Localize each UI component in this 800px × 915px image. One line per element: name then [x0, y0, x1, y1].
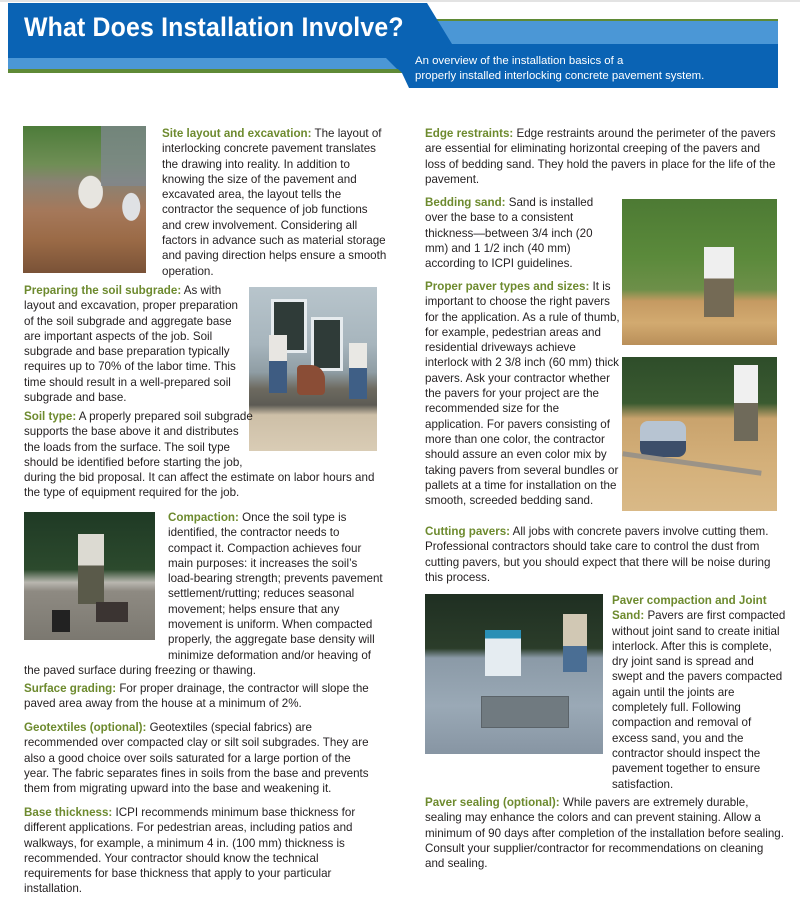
photo-bedding-sand	[622, 199, 777, 345]
section-body: For proper drainage, the contractor will slope the paved area away from the house at a minimum of 2%.	[24, 682, 369, 711]
photo-excavation-building	[101, 126, 146, 186]
section-body: The layout of interlocking concrete pavement translates the drawing into reality. In addition to knowing the size of the pavement and excavated area, the layout tells the contractor the sequence of job functions and crew involvement. Considering all factors in advance such as material storage and paving direction helps ensure a smooth operation.	[162, 127, 387, 278]
section-body: A properly prepared soil subgrade supports the base above it and distributes the loads from the surface. The soil type should be identified before starting the job, during the bid proposal. It can affect the estimate on labor hours and the type of equipment required for the job.	[24, 410, 375, 500]
photo-subgrade-wheelbarrow	[297, 365, 325, 395]
section-surface-grading	[24, 681, 379, 712]
photo-paver-cart-worker	[485, 630, 521, 676]
section-body: It is important to choose the right pavers for the application. As a rule of thumb, for example, pedestrian areas and residential driveways achieve interlock with 2 3/8 inch (60 mm) thick pavers. Ask your contractor whether the pavers for your project are the recommended size for the application. For pavers consisting of more than one color, the contractor should assure an even color mix by taking pavers from several bundles or pallets at a time for installation on the smooth, screeded bedding sand.	[425, 280, 620, 508]
page-subtitle	[415, 54, 775, 84]
section-paver-sealing	[425, 795, 785, 871]
subtitle-line-1: An overview of the installation basics of a	[415, 55, 624, 67]
section-heading: Paver sealing (optional):	[425, 796, 560, 809]
section-heading: Base thickness:	[24, 806, 113, 819]
section-heading: Edge restraints:	[425, 127, 514, 140]
section-geotextiles	[24, 720, 379, 796]
photo-screeding-rail	[622, 451, 761, 475]
section-soil-subgrade	[24, 283, 242, 405]
section-heading: Proper paver types and sizes:	[425, 280, 590, 293]
section-cutting-pavers	[425, 524, 780, 585]
photo-screeding-worker-2	[734, 365, 758, 441]
photo-excavation	[23, 126, 146, 273]
page-title: What Does Installation Involve?	[24, 12, 404, 42]
section-paver-compaction	[612, 593, 787, 792]
photo-paver-cart-worker-2	[563, 614, 587, 672]
section-heading: Site layout and excavation:	[162, 127, 312, 140]
section-heading: Preparing the soil subgrade:	[24, 284, 182, 297]
photo-screeding-worker-1	[640, 421, 686, 457]
photo-subgrade-worker-2	[349, 343, 367, 399]
section-bedding-sand	[425, 195, 613, 271]
section-edge-restraints	[425, 126, 780, 187]
section-body: Edge restraints around the perimeter of the pavers are essential for eliminating horizontal creeping of the pavers and loss of bedding sand. They hold the pavers in place for the life of the pavement.	[425, 127, 776, 186]
section-heading: Geotextiles (optional):	[24, 721, 147, 734]
section-heading: Soil type:	[24, 410, 77, 423]
section-site-layout	[162, 126, 387, 279]
section-body: Sand is installed over the base to a consistent thickness—between 3/4 inch (20 mm) and 1 1/2 inch (40 mm) according to ICPI guidelines.	[425, 196, 594, 271]
section-body: All jobs with concrete pavers involve cutting them. Professional contractors should take care to control the dust from cutting pavers, but you should expect that there will be noise during this process.	[425, 525, 771, 584]
section-body: While pavers are extremely durable, sealing may enhance the colors and can prevent staining. Allow a minimum of 90 days after completion of the installation before sealing. Consult your supplier/contractor for recommendations on cleaning and sealing.	[425, 796, 784, 871]
photo-bedding-sand-worker	[704, 247, 734, 317]
subtitle-line-2: properly installed interlocking concrete pavement system.	[415, 70, 705, 82]
photo-subgrade-worker-1	[269, 335, 287, 393]
photo-subgrade-window-2	[311, 317, 343, 371]
photo-screeding	[622, 357, 777, 511]
section-soil-type	[24, 409, 379, 501]
section-compaction-float	[24, 510, 168, 648]
section-body: Pavers are first compacted without joint sand to create initial interlock. After this is complete, dry joint sand is spread and swept and the pavers compacted again until the joints are completely full. Following compaction and removal of excess sand, you and the contractor should inspect the pavement together to ensure satisfaction.	[612, 609, 786, 791]
section-body: Geotextiles (special fabrics) are recommended over compacted clay or silt soil subgrades. They are also a good choice over soils saturated for a large portion of the year. The fabric separates fines in soils from the base and prevents them from migrating upward into the base and weakening it.	[24, 721, 369, 796]
section-body: Once the soil type is identified, the contractor needs to compact it. Compaction achieves four main purposes: it increases the soil’s load-bearing strength; prevents pavement settlement/rutting; reduces seasonal movement; helps ensure that any movement is uniform. When compacted properly, the aggregate base density will minimize deformation and/or heaving of the paved surface during freezing or thawing.	[24, 511, 383, 677]
section-heading: Cutting pavers:	[425, 525, 511, 538]
section-heading: Paver compaction and Joint Sand:	[612, 594, 767, 623]
section-heading: Compaction:	[168, 511, 239, 524]
photo-paver-cart-pallet	[481, 696, 569, 728]
section-base-thickness	[24, 805, 386, 897]
section-body: ICPI recommends minimum base thickness for different applications. For pedestrian areas, including patios and walkways, for example, a minimum 4 in. (100 mm) thickness is recommended. Your contractor should know the technical requirements for base thickness that apply to your particular installation.	[24, 806, 356, 896]
section-paver-types	[425, 279, 620, 508]
section-compaction	[24, 510, 386, 678]
section-heading: Surface grading:	[24, 682, 117, 695]
section-body: As with layout and excavation, proper preparation of the soil subgrade and aggregate base are important aspects of the job. Soil subgrade and base preparation typically requires up to 70% of the labor time. This time should result in a well-prepared soil subgrade and base.	[24, 284, 238, 405]
photo-paver-cart	[425, 594, 603, 754]
section-soil-type-float	[253, 409, 379, 455]
section-heading: Bedding sand:	[425, 196, 506, 209]
header-banner	[0, 0, 800, 90]
